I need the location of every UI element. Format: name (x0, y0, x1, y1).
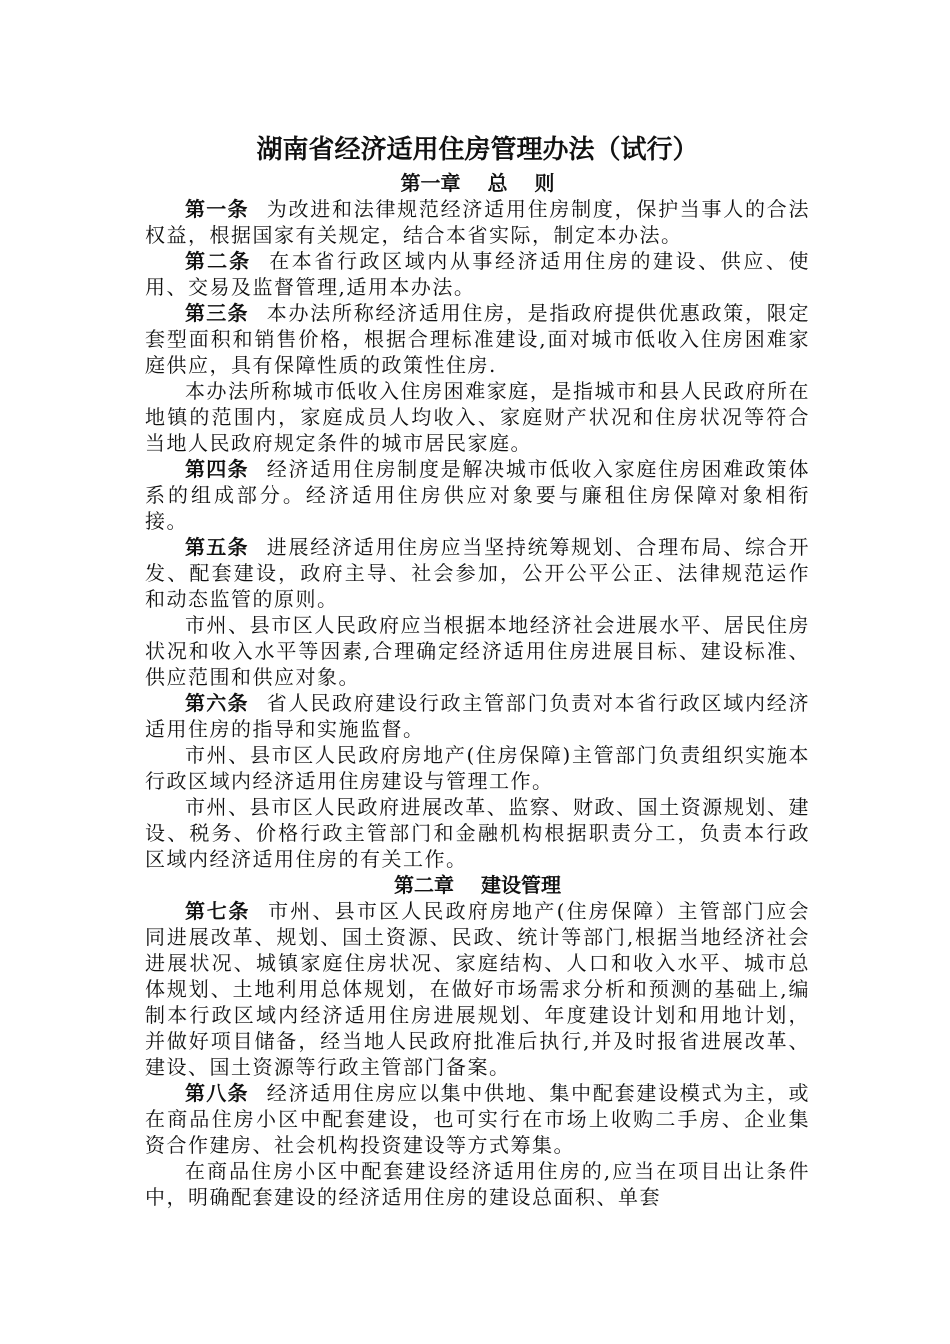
article-label: 第八条 (185, 1081, 249, 1105)
article-3 (145, 300, 810, 378)
paragraph-text: 市州、县市区人民政府进展改革、监察、财政、国土资源规划、建设、税务、价格行政主管部门和金融机构根据职责分工，负责本行政区域内经济适用住房的有关工作。 (145, 795, 810, 871)
paragraph-text: 本办法所称城市低收入住房困难家庭，是指城市和县人民政府所在地镇的范围内，家庭成员人均收入、家庭财产状况和住房状况等符合当地人民政府规定条件的城市居民家庭。 (145, 379, 810, 455)
paragraph-text: 在商品住房小区中配套建设经济适用住房的,应当在项目出让条件中，明确配套建设的经济适用住房的建设总面积、单套 (145, 1159, 810, 1209)
article-label: 第二条 (185, 249, 252, 273)
article-text: 本办法所称经济适用住房，是指政府提供优惠政策，限定套型面积和销售价格，根据合理标准建设,面对城市低收入住房困难家庭供应，具有保障性质的政策性住房. (145, 301, 811, 377)
article-6 (145, 690, 810, 742)
article-text: 经济适用住房制度是解决城市低收入家庭住房困难政策体系的组成部分。经济适用住房供应对象要与廉租住房保障对象相衔接。 (145, 457, 811, 533)
article-label: 第六条 (185, 691, 249, 715)
article-2 (145, 248, 810, 300)
article-text: 经济适用住房应以集中供地、集中配套建设模式为主，或在商品住房小区中配套建设，也可实行在市场上收购二手房、企业集资合作建房、社会机构投资建设等方式筹集。 (145, 1081, 811, 1157)
article-7 (145, 898, 810, 1080)
article-text: 在本省行政区域内从事经济适用住房的建设、供应、使用、交易及监督管理,适用本办法。 (145, 249, 811, 299)
article-text: 进展经济适用住房应当坚持统筹规划、合理布局、综合开发、配套建设，政府主导、社会参加，公开公平公正、法律规范运作和动态监管的原则。 (145, 535, 811, 611)
document-title: 湖南省经济适用住房管理办法（试行） (256, 135, 699, 165)
article-text: 为改进和法律规范经济适用住房制度，保护当事人的合法权益，根据国家有关规定，结合本省实际，制定本办法。 (145, 197, 811, 247)
chapter-heading-1: 第一章 总 则 (400, 171, 555, 195)
paragraph-text: 市州、县市区人民政府应当根据本地经济社会进展水平、居民住房状况和收入水平等因素,合理确定经济适用住房进展目标、建设标准、供应范围和供应对象。 (145, 613, 810, 689)
article-6-paragraph-2 (145, 742, 810, 794)
article-label: 第四条 (185, 457, 249, 481)
article-8-paragraph-2 (145, 1158, 810, 1210)
document-page (145, 130, 810, 1210)
article-3-paragraph-2 (145, 378, 810, 456)
article-label: 第七条 (185, 899, 251, 923)
article-text: 省人民政府建设行政主管部门负责对本省行政区域内经济适用住房的指导和实施监督。 (145, 691, 811, 741)
article-label: 第三条 (185, 301, 249, 325)
article-4 (145, 456, 810, 534)
article-text: 市州、县市区人民政府房地产(住房保障）主管部门应会同进展改革、规划、国土资源、民政、统计等部门,根据当地经济社会进展状况、城镇家庭住房状况、家庭结构、人口和收入水平、城市总体规划、土地利用总体规划，在做好市场需求分析和预测的基础上,编制本行政区域内经济适用住房进展规划、年度建设计划和用地计划，并做好项目储备，经当地人民政府批准后执行,并及时报省进展改革、建设、国土资源等行政主管部门备案。 (145, 899, 810, 1079)
article-label: 第五条 (185, 535, 249, 559)
paragraph-text: 市州、县市区人民政府房地产(住房保障)主管部门负责组织实施本行政区域内经济适用住房建设与管理工作。 (145, 743, 810, 793)
article-8 (145, 1080, 810, 1158)
article-6-paragraph-3 (145, 794, 810, 872)
article-1 (145, 196, 810, 248)
chapter-heading-2: 第二章 建设管理 (394, 873, 561, 897)
article-5-paragraph-2 (145, 612, 810, 690)
article-label: 第一条 (185, 197, 249, 221)
article-5 (145, 534, 810, 612)
